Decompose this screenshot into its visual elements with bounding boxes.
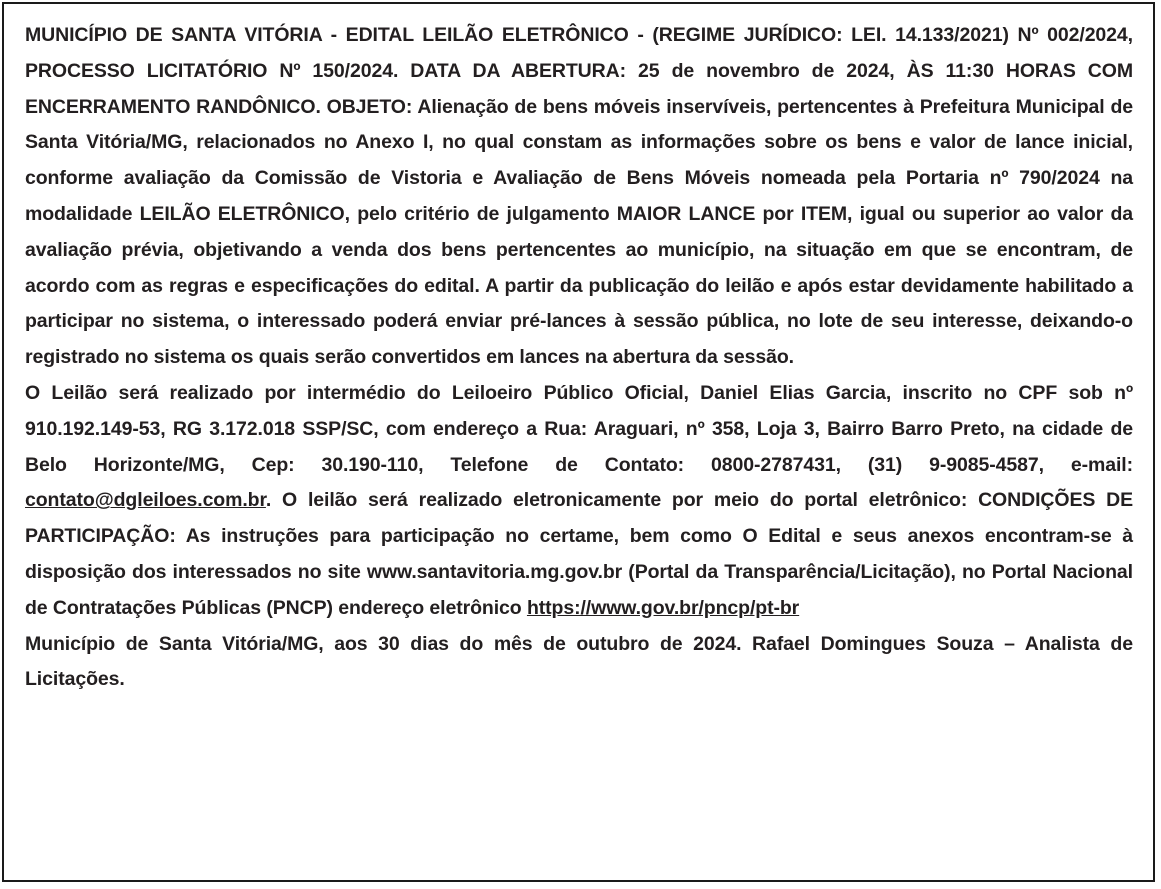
notice-paragraph-auctioneer — [25, 376, 1133, 627]
notice-paragraph-object: MUNICÍPIO DE SANTA VITÓRIA - EDITAL LEILÃO ELETRÔNICO - (REGIME JURÍDICO: LEI. 14.133/2021) Nº 002/2024, PROCESSO LICITATÓRIO Nº 150/2024. DATA DA ABERTURA: 25 de novembro de 2024, ÀS 11:30 HORAS COM ENCERRAMENTO RANDÔNICO. OBJETO: Alienação de bens móveis inservíveis, pertencentes à Prefeitura Municipal de Santa Vitória/MG, relacionados no Anexo I, no qual constam as informações sobre os bens e valor de lance inicial, conforme avaliação da Comissão de Vistoria e Avaliação de Bens Móveis nomeada pela Portaria nº 790/2024 na modalidade LEILÃO ELETRÔNICO, pelo critério de julgamento MAIOR LANCE por ITEM, igual ou superior ao valor da avaliação prévia, objetivando a venda dos bens pertencentes ao município, na situação em que se encontram, de acordo com as regras e especificações do edital. A partir da publicação do leilão e após estar devidamente habilitado a participar no sistema, o interessado poderá enviar pré-lances à sessão pública, no lote de seu interesse, deixando-o registrado no sistema os quais serão convertidos em lances na abertura da sessão. — [25, 24, 1133, 369]
participation-conditions-text: . O leilão será realizado eletronicamente por meio do portal eletrônico: CONDIÇÕES DE PARTICIPAÇÃO: As instruções para participação no certame, bem como O Edital e seus anexos encontram-se à disposição dos interessados no site www.santavitoria.mg.gov.br (Portal da Transparência/Licitação), no Portal Nacional de Contratações Públicas (PNCP) endereço eletrônico — [25, 489, 1133, 619]
email-link[interactable]: contato@dgleiloes.com.br — [25, 489, 266, 512]
auctioneer-details-text: O Leilão será realizado por intermédio do Leiloeiro Público Oficial, Daniel Elias Garcia, inscrito no CPF sob nº 910.192.149-53, RG 3.172.018 SSP/SC, com endereço a Rua: Araguari, nº 358, Loja 3, Bairro Barro Preto, na cidade de Belo Horizonte/MG, Cep: 30.190-110, Telefone de Contato: 0800-2787431, (31) 9-9085-4587, e-mail: — [25, 381, 1133, 476]
pncp-link[interactable]: https://www.gov.br/pncp/pt-br — [526, 596, 800, 619]
notice-paragraph-signature: Município de Santa Vitória/MG, aos 30 dias do mês de outubro de 2024. Rafael Domingues Souza – Analista de Licitações. — [25, 632, 1133, 691]
auction-notice — [2, 2, 1155, 882]
